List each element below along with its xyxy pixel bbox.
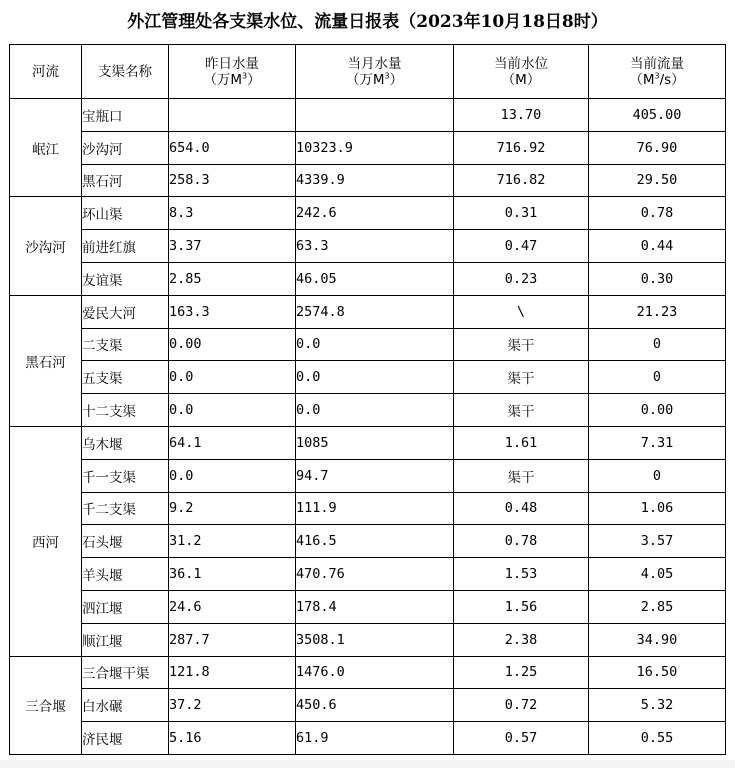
yesterday-volume-cell[interactable]: 654.0 <box>169 131 296 164</box>
month-volume-cell[interactable]: 450.6 <box>296 689 454 722</box>
river-cell[interactable]: 三合堰 <box>10 656 82 754</box>
current-flow-cell[interactable]: 1.06 <box>589 492 726 525</box>
current-level-cell[interactable]: 1.61 <box>454 426 589 459</box>
canal-name-cell[interactable]: 济民堰 <box>82 722 169 755</box>
canal-name-cell[interactable]: 白水碾 <box>82 689 169 722</box>
table-row <box>10 197 726 230</box>
current-level-cell[interactable]: 0.48 <box>454 492 589 525</box>
river-cell[interactable]: 岷江 <box>10 99 82 197</box>
current-flow-cell[interactable]: 29.50 <box>589 164 726 197</box>
canal-name-cell[interactable]: 沙沟河 <box>82 131 169 164</box>
current-level-cell[interactable]: \ <box>454 295 589 328</box>
table-row <box>10 361 726 394</box>
canal-name-cell[interactable]: 前进红旗 <box>82 230 169 263</box>
river-cell[interactable]: 西河 <box>10 426 82 656</box>
month-volume-cell[interactable]: 0.0 <box>296 328 454 361</box>
yesterday-volume-cell[interactable]: 258.3 <box>169 164 296 197</box>
canal-name-cell[interactable]: 三合堰干渠 <box>82 656 169 689</box>
table-row <box>10 328 726 361</box>
current-flow-cell[interactable]: 0 <box>589 459 726 492</box>
table-row <box>10 230 726 263</box>
current-level-cell[interactable]: 1.25 <box>454 656 589 689</box>
report-table <box>9 44 726 755</box>
month-volume-cell[interactable]: 10323.9 <box>296 131 454 164</box>
canal-name-cell[interactable]: 二支渠 <box>82 328 169 361</box>
table-row <box>10 656 726 689</box>
current-flow-cell[interactable]: 0.00 <box>589 394 726 427</box>
table-row <box>10 558 726 591</box>
yesterday-volume-cell[interactable]: 0.0 <box>169 394 296 427</box>
current-level-cell[interactable]: 2.38 <box>454 623 589 656</box>
yesterday-volume-cell[interactable]: 24.6 <box>169 590 296 623</box>
canal-name-cell[interactable]: 乌木堰 <box>82 426 169 459</box>
month-volume-cell[interactable]: 178.4 <box>296 590 454 623</box>
month-volume-cell[interactable]: 3508.1 <box>296 623 454 656</box>
current-flow-cell[interactable]: 7.31 <box>589 426 726 459</box>
current-level-cell[interactable]: 1.56 <box>454 590 589 623</box>
current-flow-cell[interactable]: 4.05 <box>589 558 726 591</box>
month-volume-cell[interactable]: 111.9 <box>296 492 454 525</box>
yesterday-volume-cell[interactable]: 36.1 <box>169 558 296 591</box>
yesterday-volume-cell[interactable]: 5.16 <box>169 722 296 755</box>
yesterday-volume-cell[interactable]: 163.3 <box>169 295 296 328</box>
current-flow-cell[interactable]: 405.00 <box>589 99 726 132</box>
month-volume-cell[interactable]: 46.05 <box>296 262 454 295</box>
table-row <box>10 459 726 492</box>
canal-name-cell[interactable]: 宝瓶口 <box>82 99 169 132</box>
current-flow-cell[interactable]: 3.57 <box>589 525 726 558</box>
month-volume-cell[interactable]: 61.9 <box>296 722 454 755</box>
month-volume-cell[interactable] <box>296 99 454 132</box>
canal-name-cell[interactable]: 友谊渠 <box>82 262 169 295</box>
yesterday-volume-cell[interactable]: 37.2 <box>169 689 296 722</box>
table-row <box>10 623 726 656</box>
river-cell[interactable]: 沙沟河 <box>10 197 82 295</box>
canal-name-cell[interactable]: 五支渠 <box>82 361 169 394</box>
current-level-cell[interactable]: 13.70 <box>454 99 589 132</box>
month-volume-cell[interactable]: 1085 <box>296 426 454 459</box>
current-flow-cell[interactable]: 0 <box>589 361 726 394</box>
canal-name-cell[interactable]: 羊头堰 <box>82 558 169 591</box>
canal-name-cell[interactable]: 泗江堰 <box>82 590 169 623</box>
current-flow-cell[interactable]: 21.23 <box>589 295 726 328</box>
current-level-cell[interactable]: 渠干 <box>454 394 589 427</box>
table-row <box>10 492 726 525</box>
month-volume-cell[interactable]: 63.3 <box>296 230 454 263</box>
current-level-cell[interactable]: 0.78 <box>454 525 589 558</box>
current-level-cell[interactable]: 716.92 <box>454 131 589 164</box>
river-cell[interactable]: 黑石河 <box>10 295 82 426</box>
table-row <box>10 394 726 427</box>
report-title: 外江管理处各支渠水位、流量日报表（2023年10月18日8时） <box>127 12 608 32</box>
current-flow-cell[interactable]: 2.85 <box>589 590 726 623</box>
yesterday-volume-cell[interactable]: 287.7 <box>169 623 296 656</box>
table-row <box>10 295 726 328</box>
header-name[interactable]: 支渠名称 <box>82 45 169 99</box>
month-volume-cell[interactable]: 2574.8 <box>296 295 454 328</box>
yesterday-volume-cell[interactable]: 0.0 <box>169 361 296 394</box>
current-flow-cell[interactable]: 0 <box>589 328 726 361</box>
current-flow-cell[interactable]: 76.90 <box>589 131 726 164</box>
current-level-cell[interactable]: 渠干 <box>454 328 589 361</box>
table-row <box>10 426 726 459</box>
month-volume-cell[interactable]: 0.0 <box>296 361 454 394</box>
current-flow-cell[interactable]: 16.50 <box>589 656 726 689</box>
yesterday-volume-cell[interactable]: 0.00 <box>169 328 296 361</box>
header-row <box>10 45 726 99</box>
current-flow-cell[interactable]: 5.32 <box>589 689 726 722</box>
current-level-cell[interactable]: 0.57 <box>454 722 589 755</box>
month-volume-cell[interactable]: 0.0 <box>296 394 454 427</box>
canal-name-cell[interactable]: 十二支渠 <box>82 394 169 427</box>
current-flow-cell[interactable]: 34.90 <box>589 623 726 656</box>
current-level-cell[interactable]: 716.82 <box>454 164 589 197</box>
current-flow-cell[interactable]: 0.55 <box>589 722 726 755</box>
month-volume-cell[interactable]: 416.5 <box>296 525 454 558</box>
canal-name-cell[interactable]: 爱民大河 <box>82 295 169 328</box>
month-volume-cell[interactable]: 1476.0 <box>296 656 454 689</box>
month-volume-cell[interactable]: 470.76 <box>296 558 454 591</box>
table-row <box>10 262 726 295</box>
table-row <box>10 689 726 722</box>
current-level-cell[interactable]: 0.23 <box>454 262 589 295</box>
current-flow-cell[interactable]: 0.30 <box>589 262 726 295</box>
current-level-cell[interactable]: 0.31 <box>454 197 589 230</box>
canal-name-cell[interactable]: 千二支渠 <box>82 492 169 525</box>
current-level-cell[interactable]: 1.53 <box>454 558 589 591</box>
canal-name-cell[interactable]: 顺江堰 <box>82 623 169 656</box>
canal-name-cell[interactable]: 千一支渠 <box>82 459 169 492</box>
yesterday-volume-cell[interactable]: 121.8 <box>169 656 296 689</box>
yesterday-volume-cell[interactable] <box>169 99 296 132</box>
yesterday-volume-cell[interactable]: 2.85 <box>169 262 296 295</box>
header-month-volume[interactable]: 当月水量 （万$M^3$） <box>296 45 454 99</box>
table-row <box>10 131 726 164</box>
month-volume-cell[interactable]: 94.7 <box>296 459 454 492</box>
month-volume-cell[interactable]: 242.6 <box>296 197 454 230</box>
header-yesterday-volume[interactable]: 昨日水量 （万$M^3$） <box>169 45 296 99</box>
header-current-level[interactable]: 当前水位 （M） <box>454 45 589 99</box>
yesterday-volume-cell[interactable]: 9.2 <box>169 492 296 525</box>
header-current-flow[interactable]: 当前流量 $(M^3/s)$ <box>589 45 726 99</box>
yesterday-volume-cell[interactable]: 64.1 <box>169 426 296 459</box>
current-flow-cell[interactable]: 0.44 <box>589 230 726 263</box>
current-level-cell[interactable]: 0.47 <box>454 230 589 263</box>
yesterday-volume-cell[interactable]: 8.3 <box>169 197 296 230</box>
current-flow-cell[interactable]: 0.78 <box>589 197 726 230</box>
current-level-cell[interactable]: 渠干 <box>454 361 589 394</box>
sheet-bottom-edge <box>0 760 735 768</box>
yesterday-volume-cell[interactable]: 0.0 <box>169 459 296 492</box>
current-level-cell[interactable]: 0.72 <box>454 689 589 722</box>
month-volume-cell[interactable]: 4339.9 <box>296 164 454 197</box>
current-level-cell[interactable]: 渠干 <box>454 459 589 492</box>
canal-name-cell[interactable]: 石头堰 <box>82 525 169 558</box>
table-row <box>10 525 726 558</box>
table-row <box>10 590 726 623</box>
table-row <box>10 722 726 755</box>
header-river[interactable]: 河流 <box>10 45 82 99</box>
canal-name-cell[interactable]: 环山渠 <box>82 197 169 230</box>
yesterday-volume-cell[interactable]: 31.2 <box>169 525 296 558</box>
canal-name-cell[interactable]: 黑石河 <box>82 164 169 197</box>
table-row <box>10 164 726 197</box>
report-table-body <box>10 45 726 755</box>
yesterday-volume-cell[interactable]: 3.37 <box>169 230 296 263</box>
table-row <box>10 99 726 132</box>
